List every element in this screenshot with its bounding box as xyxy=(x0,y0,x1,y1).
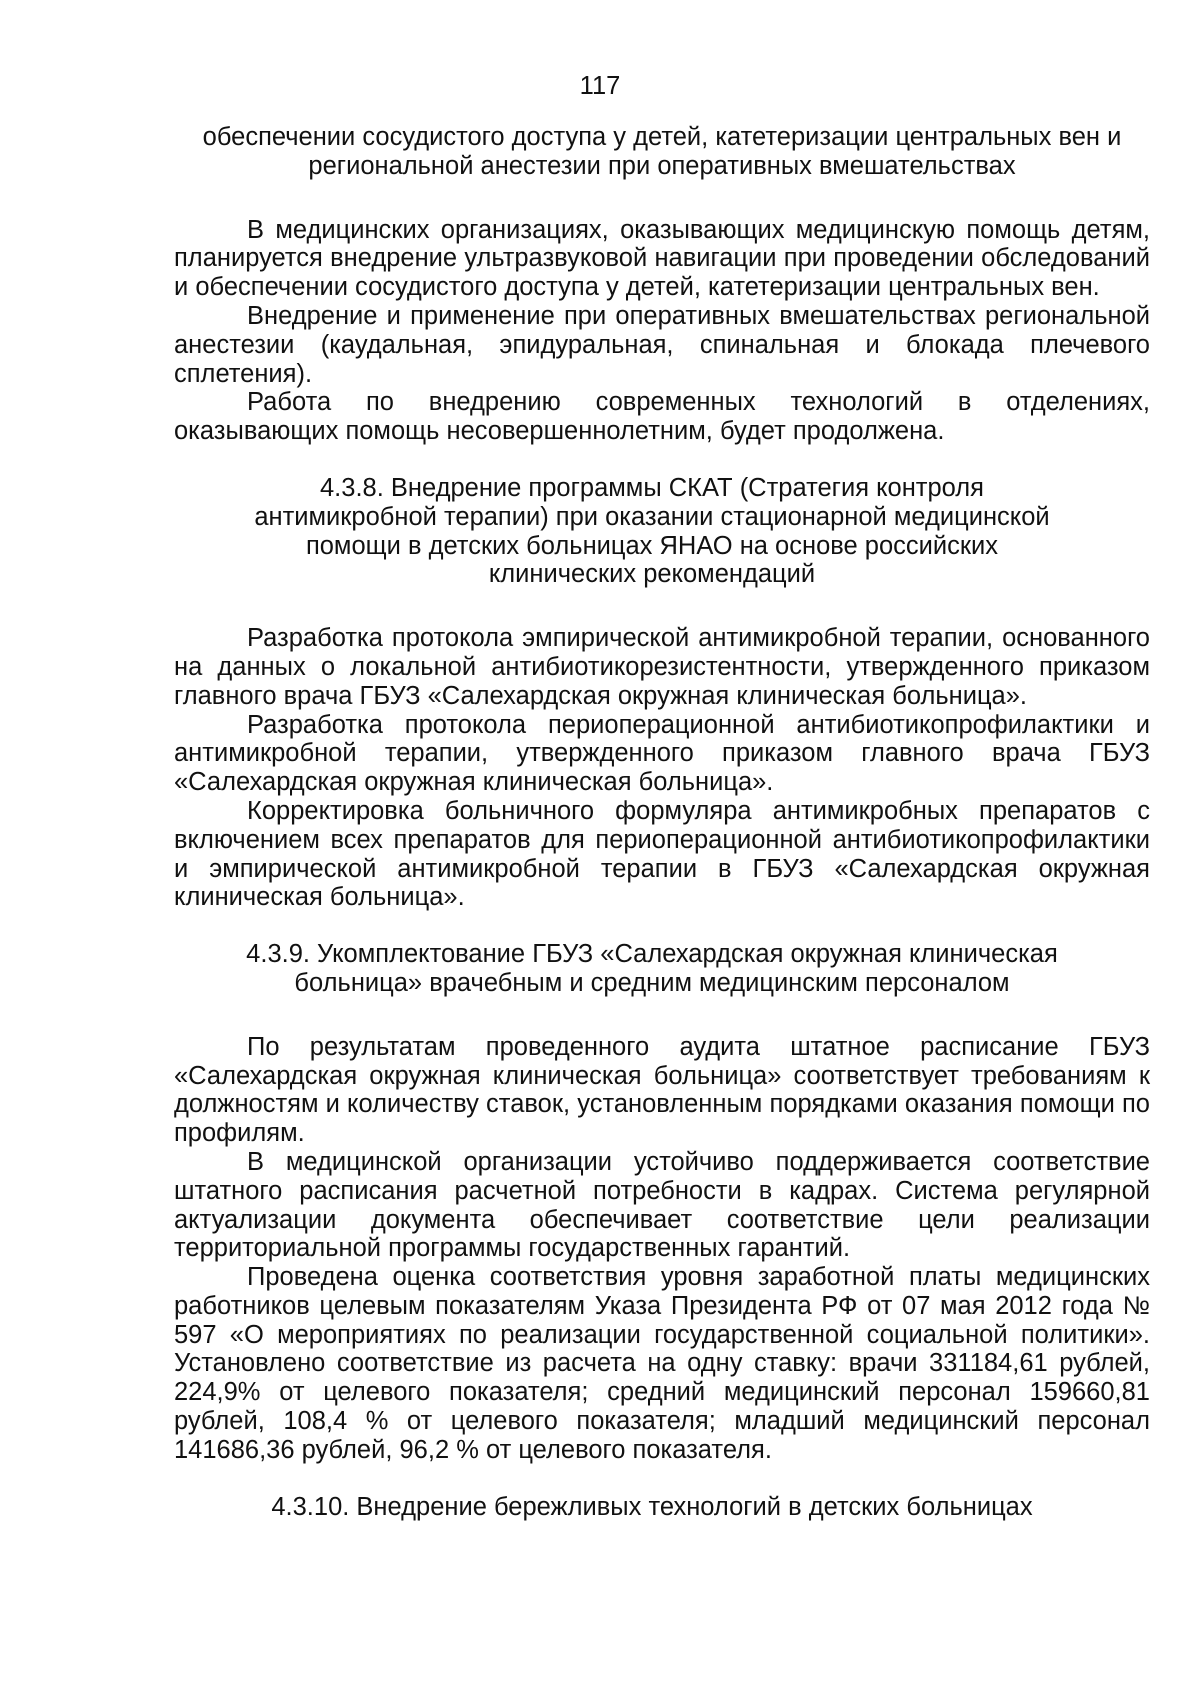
section-heading-4-3-9: 4.3.9. Укомплектование ГБУЗ «Салехардская окружная клиническая больница» врачебным и средним медицинским персоналом xyxy=(246,940,1058,997)
section-heading-4-3-10: 4.3.10. Внедрение бережливых технологий в детских больницах xyxy=(271,1492,1033,1521)
page-number: 117 xyxy=(579,72,621,100)
paragraph: Проведена оценка соответствия уровня заработной платы медицинских работников целевым показателям Указа Президента РФ от 07 мая 2012 года № 597 «О мероприятиях по реализации государственной социальной политики». Установлено соответствие из расчета на одну ставку: врачи 331184,61 рублей, 224,9% от целевого показателя; средний медицинский персонал 159660,81 рублей, 108,4 % от целевого показателя; младший медицинский персонал 141686,36 рублей, 96,2 % от целевого показателя. xyxy=(174,1263,1150,1464)
paragraph: Работа по внедрению современных технологий в отделениях, оказывающих помощь несовершеннолетним, будет продолжена. xyxy=(174,388,1150,446)
paragraph: В медицинской организации устойчиво поддерживается соответствие штатного расписания расчетной потребности в кадрах. Система регулярной актуализации документа обеспечивает соответствие цели реализации территориальной программы государственных гарантий. xyxy=(174,1147,1150,1263)
paragraph: Внедрение и применение при оперативных вмешательствах региональной анестезии (каудальная, эпидуральная, спинальная и блокада плечевого сплетения). xyxy=(174,301,1150,388)
paragraph: Разработка протокола эмпирической антимикробной терапии, основанного на данных о локальной антибиотикорезистентности, утвержденного приказом главного врача ГБУЗ «Салехардская окружная клиническая больница». xyxy=(174,624,1150,710)
section-heading-4-3-8: 4.3.8. Внедрение программы СКАТ (Стратегия контроля антимикробной терапии) при оказании стационарной медицинской помощи в детских больницах ЯНАО на основе российских клинических рекомендаций xyxy=(254,473,1050,589)
paragraph: По результатам проведенного аудита штатное расписание ГБУЗ «Салехардская окружная клиническая больница» соответствует требованиям к должностям и количеству ставок, установленным порядками оказания помощи по профилям. xyxy=(174,1032,1150,1148)
paragraph: Разработка протокола периоперационной антибиотикопрофилактики и антимикробной терапии, утвержденного приказом главного врача ГБУЗ «Салехардская окружная клиническая больница». xyxy=(174,710,1150,797)
paragraph: Корректировка больничного формуляра антимикробных препаратов с включением всех препаратов для периоперационной антибиотикопрофилактики и эмпирической антимикробной терапии в ГБУЗ «Салехардская окружная клиническая больница». xyxy=(174,796,1150,912)
page-content xyxy=(174,123,1150,1521)
paragraph: В медицинских организациях, оказывающих медицинскую помощь детям, планируется внедрение ультразвуковой навигации при проведении обследований и обеспечении сосудистого доступа у детей, катетеризации центральных вен. xyxy=(174,215,1150,302)
section-heading-continued: обеспечении сосудистого доступа у детей, катетеризации центральных вен и региональной анестезии при оперативных вмешательствах xyxy=(202,123,1122,180)
